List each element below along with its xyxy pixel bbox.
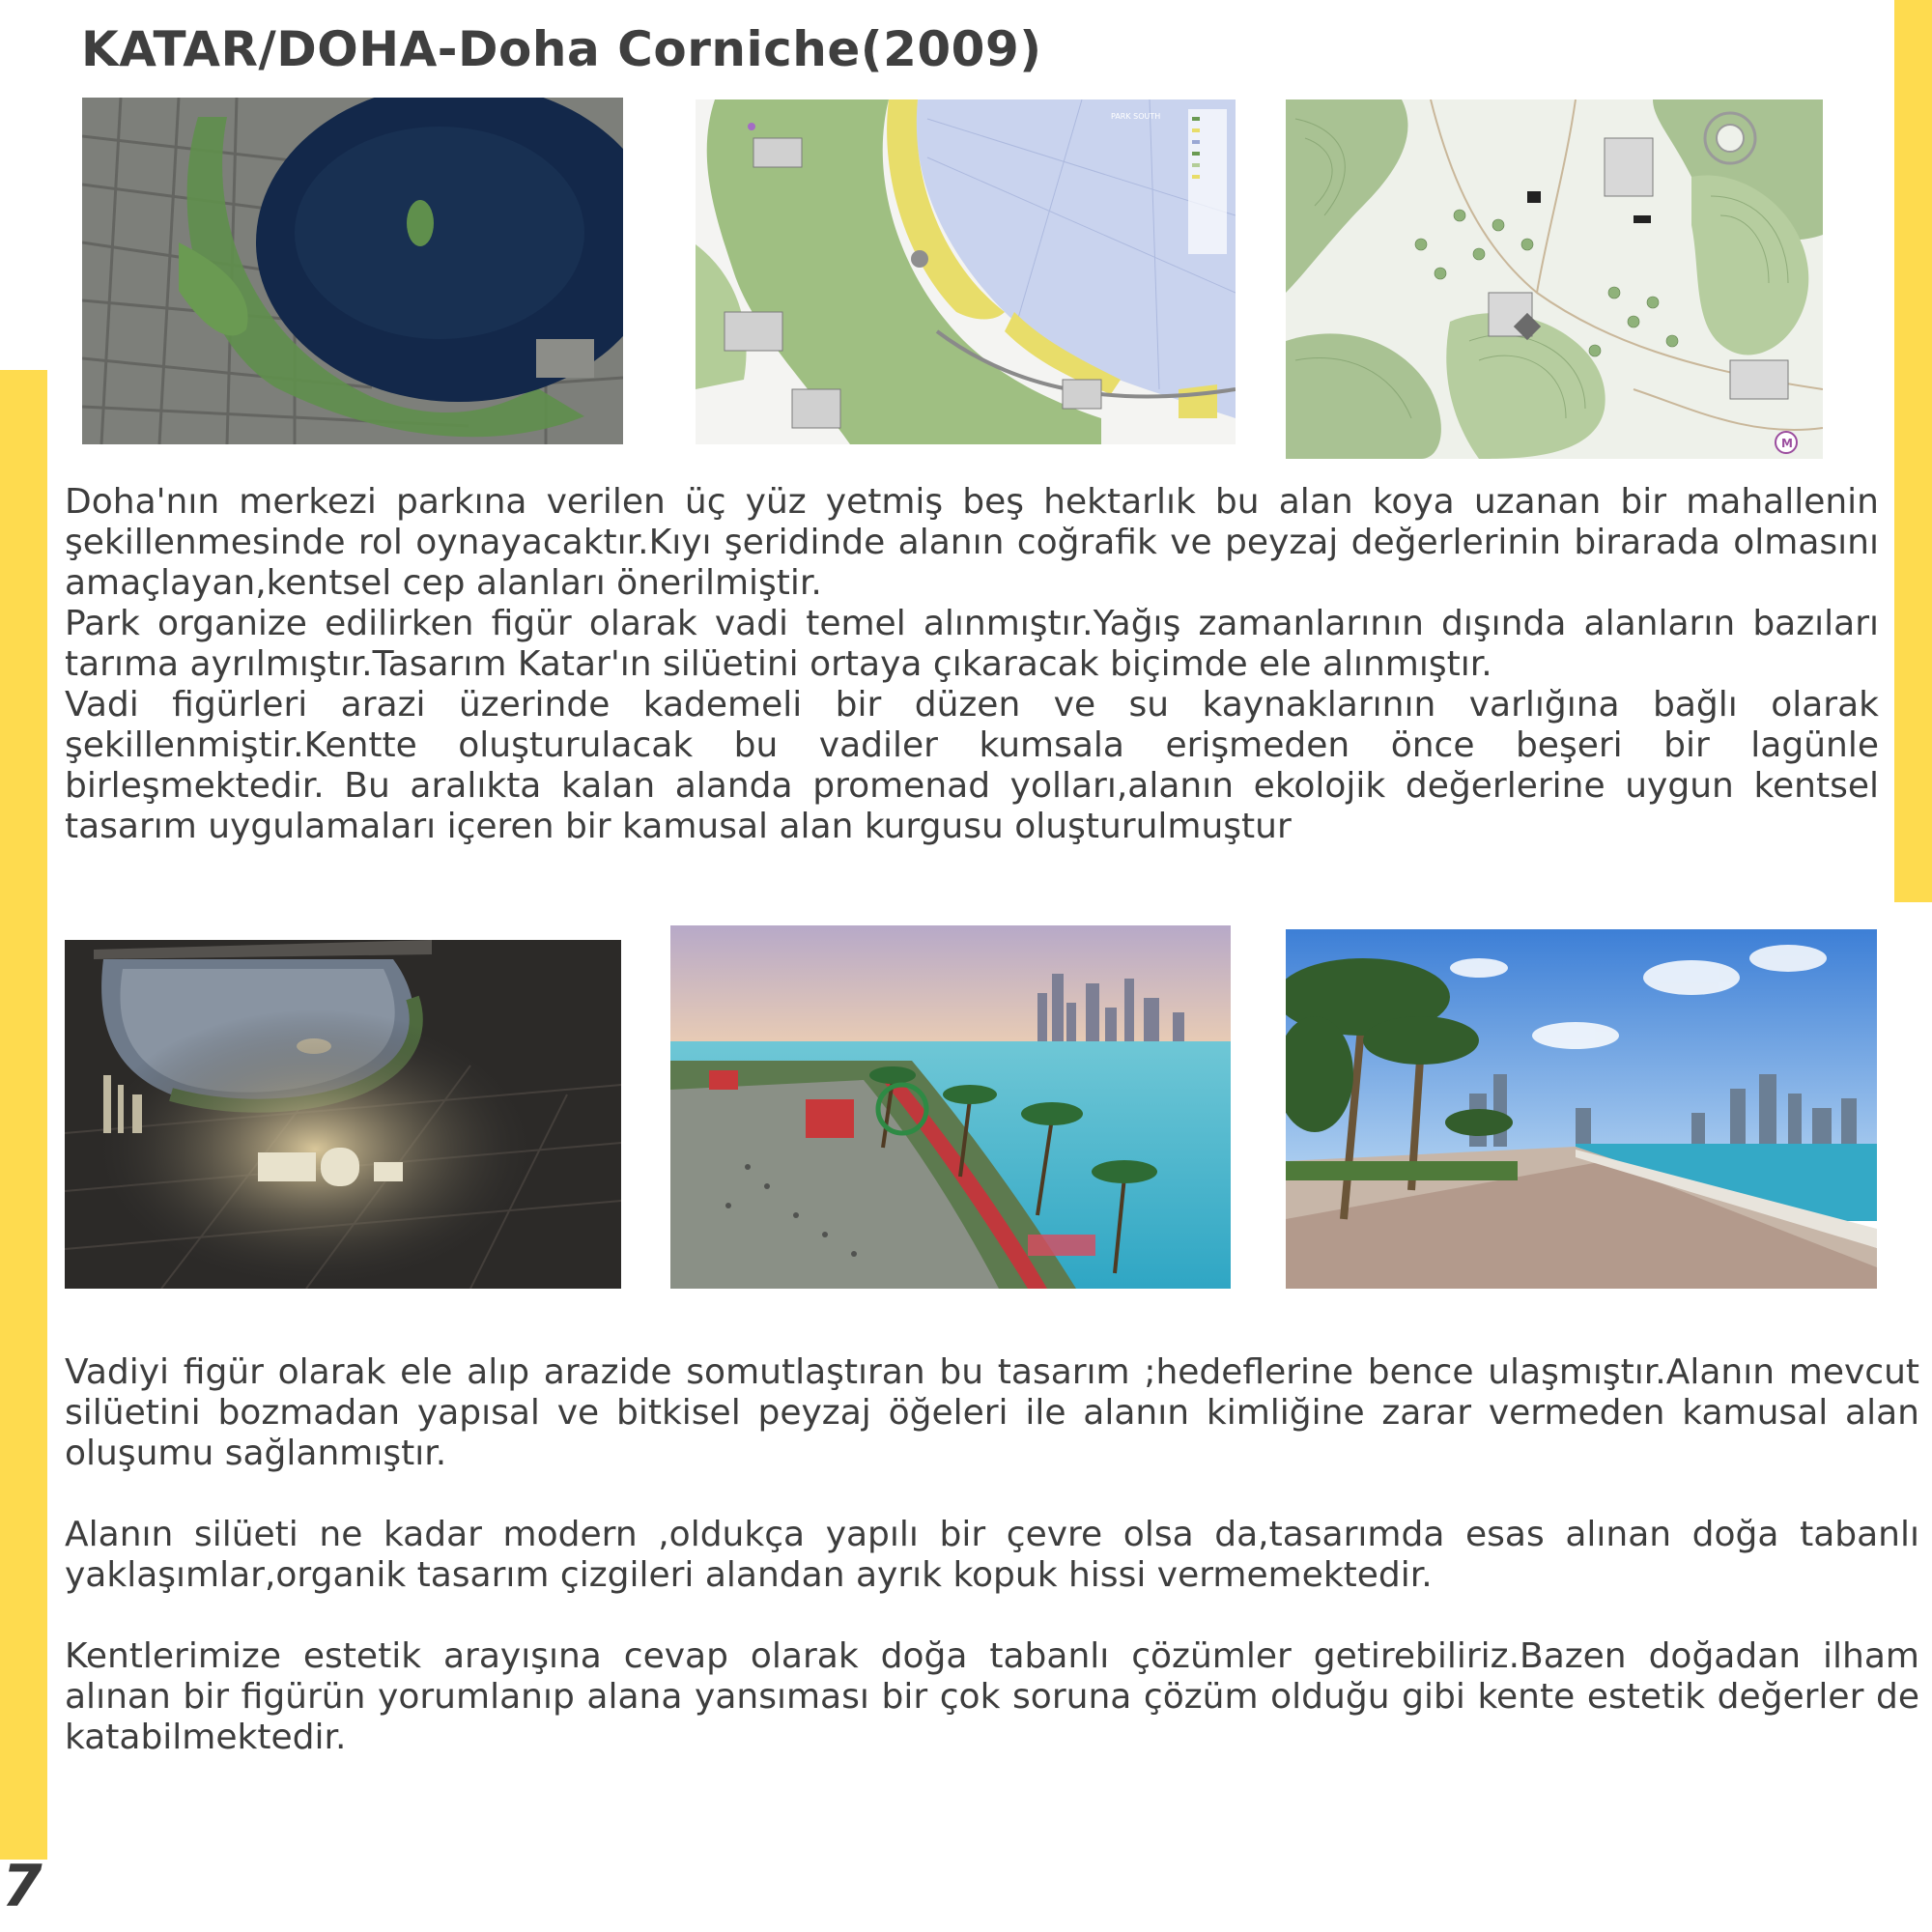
conclusion-text	[65, 1352, 1919, 1758]
corniche-festival-render	[670, 925, 1231, 1289]
satellite-aerial-photo	[82, 98, 623, 444]
metro-icon: M	[1781, 437, 1793, 450]
left-accent-bar	[0, 370, 47, 1860]
conclusion-paragraph-1: Vadiyi figür olarak ele alıp arazide somutlaştıran bu tasarım ;hedeflerine bence ulaşmıştır.Alanın mevcut silüetini bozmadan yapısal ve bitkisel peyzaj öğeleri ile alanın kimliğine zarar vermeden kamusal alan oluşumu sağlanmıştır.	[65, 1352, 1919, 1473]
park-south-label: PARK SOUTH	[1111, 112, 1161, 121]
intro-paragraph-1: Doha'nın merkezi parkına verilen üç yüz yetmiş beş hektarlık bu alan koya uzanan bir mahallenin şekillenmesinde rol oynayacaktır.Kıyı şeridinde alanın coğrafik ve peyzaj değerlerinin birarada olmasını amaçlayan,kentsel cep alanları önerilmiştir.	[65, 482, 1879, 603]
paragraph-spacer	[65, 1474, 1919, 1515]
intro-paragraph-3: Vadi figürleri arazi üzerinde kademeli bir düzen ve su kaynaklarının varlığına bağlı olarak şekillenmiştir.Kentte oluşturulacak bu vadiler kumsala erişmeden önce beşeri bir lagünle birleşmektedir. Bu aralıkta kalan alanda promenad yolları,alanın ekolojik değerlerine uygun kentsel tasarım uygulamaları içeren bir kamusal alan kurgusu oluşturulmuştur	[65, 685, 1879, 846]
intro-text	[65, 482, 1879, 847]
page-number: 7	[2, 1853, 43, 1920]
corniche-promenade-photo	[1286, 929, 1877, 1289]
page-title: KATAR/DOHA-Doha Corniche(2009)	[81, 21, 1042, 77]
night-aerial-render	[65, 940, 621, 1289]
intro-paragraph-2: Park organize edilirken figür olarak vadi temel alınmıştır.Yağış zamanlarının dışında alanların bazıları tarıma ayrılmıştır.Tasarım Katar'ın silüetini ortaya çıkaracak biçimde ele alınmıştır.	[65, 604, 1879, 684]
detailed-site-plan	[1286, 99, 1823, 459]
master-plan-drawing	[696, 99, 1236, 444]
right-accent-bar	[1894, 0, 1932, 902]
paragraph-spacer	[65, 1596, 1919, 1636]
conclusion-paragraph-3: Kentlerimize estetik arayışına cevap olarak doğa tabanlı çözümler getirebiliriz.Bazen doğadan ilham alınan bir figürün yorumlanıp alana yansıması bir çok soruna çözüm olduğu gibi kente estetik değerler de katabilmektedir.	[65, 1636, 1919, 1757]
conclusion-paragraph-2: Alanın silüeti ne kadar modern ,oldukça yapılı bir çevre olsa da,tasarımda esas alınan doğa tabanlı yaklaşımlar,organik tasarım çizgileri alandan ayrık kopuk hissi vermemektedir.	[65, 1515, 1919, 1595]
